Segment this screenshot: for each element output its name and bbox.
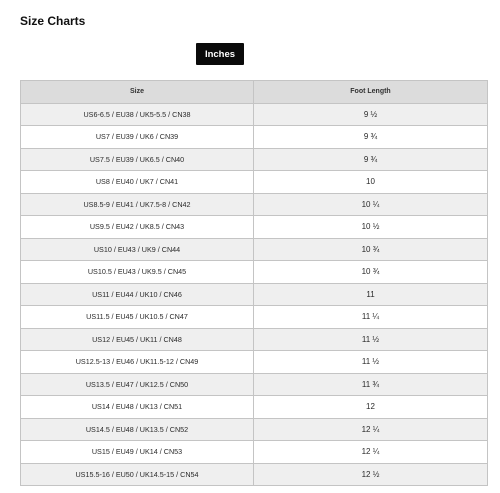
size-column-header: Size [21, 81, 254, 104]
size-cell: US8 / EU40 / UK7 / CN41 [21, 171, 254, 194]
foot-length-column-header: Foot Length [254, 81, 488, 104]
foot-length-cell: 11 ½ [254, 328, 488, 351]
size-cell: US15 / EU49 / UK14 / CN53 [21, 441, 254, 464]
table-row [21, 193, 488, 216]
size-cell: US7.5 / EU39 / UK6.5 / CN40 [21, 148, 254, 171]
size-cell: US12 / EU45 / UK11 / CN48 [21, 328, 254, 351]
size-cell: US10 / EU43 / UK9 / CN44 [21, 238, 254, 261]
table-row [21, 216, 488, 239]
inches-unit-button[interactable]: Inches [196, 43, 244, 65]
foot-length-cell: 12 [254, 396, 488, 419]
foot-length-cell: 9 ½ [254, 103, 488, 126]
size-cell: US12.5-13 / EU46 / UK11.5-12 / CN49 [21, 351, 254, 374]
size-cell: US6-6.5 / EU38 / UK5-5.5 / CN38 [21, 103, 254, 126]
table-row [21, 463, 488, 486]
foot-length-cell: 10 ¾ [254, 238, 488, 261]
size-chart-table [20, 80, 488, 486]
foot-length-cell: 10 ¼ [254, 193, 488, 216]
size-cell: US11 / EU44 / UK10 / CN46 [21, 283, 254, 306]
size-cell: US15.5-16 / EU50 / UK14.5-15 / CN54 [21, 463, 254, 486]
page-title: Size Charts [20, 14, 86, 28]
table-row [21, 441, 488, 464]
table-row [21, 103, 488, 126]
table-row [21, 126, 488, 149]
foot-length-cell: 12 ¼ [254, 418, 488, 441]
table-header-row [21, 81, 488, 104]
table-row [21, 373, 488, 396]
foot-length-cell: 11 [254, 283, 488, 306]
table-row [21, 261, 488, 284]
table-row [21, 306, 488, 329]
size-cell: US10.5 / EU43 / UK9.5 / CN45 [21, 261, 254, 284]
foot-length-cell: 10 ½ [254, 216, 488, 239]
size-cell: US13.5 / EU47 / UK12.5 / CN50 [21, 373, 254, 396]
foot-length-cell: 12 ½ [254, 463, 488, 486]
foot-length-cell: 12 ¼ [254, 441, 488, 464]
table-row [21, 328, 488, 351]
foot-length-cell: 11 ½ [254, 351, 488, 374]
size-cell: US14 / EU48 / UK13 / CN51 [21, 396, 254, 419]
size-cell: US11.5 / EU45 / UK10.5 / CN47 [21, 306, 254, 329]
table-row [21, 148, 488, 171]
table-row [21, 283, 488, 306]
foot-length-cell: 9 ¾ [254, 148, 488, 171]
foot-length-cell: 9 ¾ [254, 126, 488, 149]
size-table-body [21, 103, 488, 486]
foot-length-cell: 10 [254, 171, 488, 194]
table-row [21, 171, 488, 194]
size-cell: US14.5 / EU48 / UK13.5 / CN52 [21, 418, 254, 441]
table-row [21, 238, 488, 261]
size-cell: US9.5 / EU42 / UK8.5 / CN43 [21, 216, 254, 239]
size-cell: US8.5-9 / EU41 / UK7.5-8 / CN42 [21, 193, 254, 216]
table-row [21, 351, 488, 374]
foot-length-cell: 11 ¼ [254, 306, 488, 329]
table-row [21, 396, 488, 419]
foot-length-cell: 10 ¾ [254, 261, 488, 284]
foot-length-cell: 11 ¾ [254, 373, 488, 396]
table-row [21, 418, 488, 441]
size-cell: US7 / EU39 / UK6 / CN39 [21, 126, 254, 149]
